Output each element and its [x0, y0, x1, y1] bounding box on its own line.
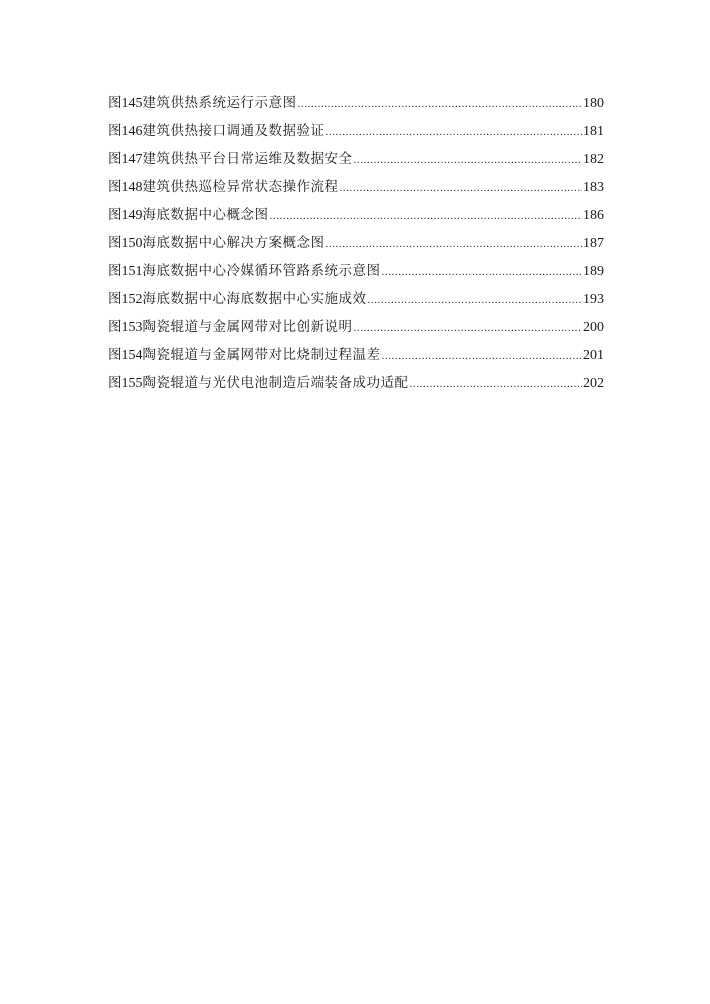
toc-entry-title: 海底数据中心海底数据中心实施成效	[142, 291, 367, 307]
toc-entry-number: 153	[121, 320, 143, 335]
toc-entry-title: 建筑供热巡检异常状态操作流程	[142, 179, 339, 195]
toc-entry-number: 150	[121, 236, 143, 251]
toc-dot-leader	[340, 174, 583, 202]
toc-entry-number: 146	[121, 124, 143, 139]
toc-entry-number: 154	[121, 348, 143, 363]
toc-entry-prefix: 图	[108, 151, 122, 167]
toc-entry-title: 建筑供热系统运行示意图	[142, 95, 297, 111]
toc-entry[interactable]	[108, 257, 604, 285]
toc-dot-leader	[298, 90, 583, 118]
toc-dot-leader	[326, 230, 583, 258]
toc-entry-page: 181	[583, 124, 604, 139]
toc-dot-leader	[354, 314, 583, 342]
toc-entry-prefix: 图	[108, 263, 122, 279]
toc-entry-title: 建筑供热平台日常运维及数据安全	[142, 151, 353, 167]
toc-entry-page: 193	[583, 292, 604, 307]
toc-entry-title: 海底数据中心冷媒循环管路系统示意图	[142, 263, 381, 279]
toc-entry-page: 187	[583, 236, 604, 251]
toc-entry[interactable]	[108, 313, 604, 341]
toc-entry-prefix: 图	[108, 95, 122, 111]
toc-entry-prefix: 图	[108, 179, 122, 195]
toc-entry-page: 201	[583, 348, 604, 363]
toc-entry[interactable]	[108, 145, 604, 173]
toc-entry[interactable]	[108, 201, 604, 229]
toc-dot-leader	[410, 370, 583, 398]
toc-entry-title: 陶瓷辊道与光伏电池制造后端装备成功适配	[142, 375, 409, 391]
toc-dot-leader	[382, 258, 583, 286]
toc-entry-prefix: 图	[108, 347, 122, 363]
toc-entry-title: 海底数据中心解决方案概念图	[142, 235, 325, 251]
toc-entry[interactable]	[108, 229, 604, 257]
toc-entry-number: 147	[121, 152, 143, 167]
toc-entry-page: 202	[583, 376, 604, 391]
toc-entry-number: 155	[121, 376, 143, 391]
toc-entry-prefix: 图	[108, 123, 122, 139]
toc-entry-number: 151	[121, 264, 143, 279]
toc-entry-title: 陶瓷辊道与金属网带对比创新说明	[142, 319, 353, 335]
figure-toc-list	[108, 89, 604, 397]
toc-dot-leader	[382, 342, 583, 370]
toc-entry-title: 陶瓷辊道与金属网带对比烧制过程温差	[142, 347, 381, 363]
toc-entry[interactable]	[108, 369, 604, 397]
toc-entry-prefix: 图	[108, 291, 122, 307]
toc-entry-page: 183	[583, 180, 604, 195]
toc-entry-number: 152	[121, 292, 143, 307]
toc-entry[interactable]	[108, 173, 604, 201]
toc-entry-prefix: 图	[108, 235, 122, 251]
toc-entry[interactable]	[108, 285, 604, 313]
toc-dot-leader	[270, 202, 583, 230]
toc-entry-prefix: 图	[108, 207, 122, 223]
toc-entry-page: 180	[583, 96, 604, 111]
toc-entry-page: 186	[583, 208, 604, 223]
toc-entry-prefix: 图	[108, 375, 122, 391]
toc-dot-leader	[368, 286, 583, 314]
toc-entry[interactable]	[108, 117, 604, 145]
toc-entry-prefix: 图	[108, 319, 122, 335]
toc-entry-title: 海底数据中心概念图	[142, 207, 269, 223]
toc-entry[interactable]	[108, 89, 604, 117]
toc-entry-title: 建筑供热接口调通及数据验证	[142, 123, 325, 139]
toc-entry[interactable]	[108, 341, 604, 369]
toc-entry-number: 148	[121, 180, 143, 195]
toc-entry-number: 149	[121, 208, 143, 223]
toc-entry-page: 200	[583, 320, 604, 335]
toc-dot-leader	[326, 118, 583, 146]
toc-entry-number: 145	[121, 96, 143, 111]
toc-entry-page: 189	[583, 264, 604, 279]
toc-entry-page: 182	[583, 152, 604, 167]
toc-dot-leader	[354, 146, 583, 174]
